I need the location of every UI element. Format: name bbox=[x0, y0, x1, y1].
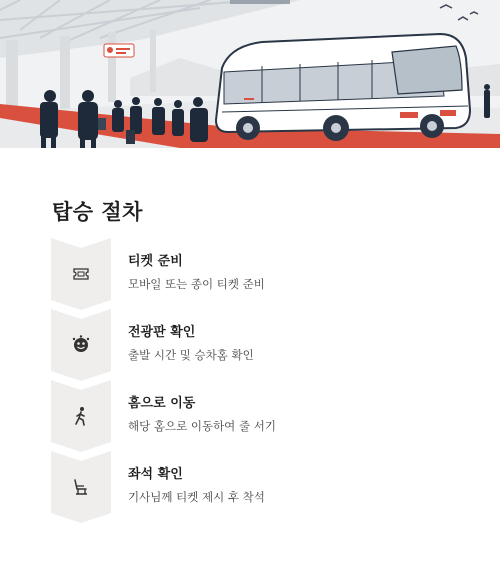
step-title: 전광판 확인 bbox=[128, 325, 196, 340]
ticket-icon bbox=[69, 262, 93, 286]
step-ticket-prep bbox=[51, 238, 471, 308]
step-seat-check bbox=[51, 451, 471, 521]
step-move-platform bbox=[51, 380, 471, 450]
step-description: 출발 시간 및 승차홈 확인 bbox=[128, 348, 254, 362]
step-board-check bbox=[51, 309, 471, 379]
step-description: 기사님께 티켓 제시 후 착석 bbox=[128, 490, 265, 504]
step-description: 해당 홈으로 이동하여 줄 서기 bbox=[128, 419, 276, 433]
hero-illustration bbox=[0, 0, 500, 148]
section-title: 탑승 절차 bbox=[52, 200, 143, 224]
seat-icon bbox=[69, 475, 93, 499]
walking-person-icon bbox=[69, 404, 93, 428]
step-description: 모바일 또는 종이 티켓 준비 bbox=[128, 277, 265, 291]
step-title: 티켓 준비 bbox=[128, 254, 183, 269]
departure-board-icon bbox=[69, 333, 93, 357]
bus-terminal-illustration bbox=[0, 0, 500, 148]
step-title: 좌석 확인 bbox=[128, 467, 183, 482]
step-title: 홈으로 이동 bbox=[128, 396, 196, 411]
